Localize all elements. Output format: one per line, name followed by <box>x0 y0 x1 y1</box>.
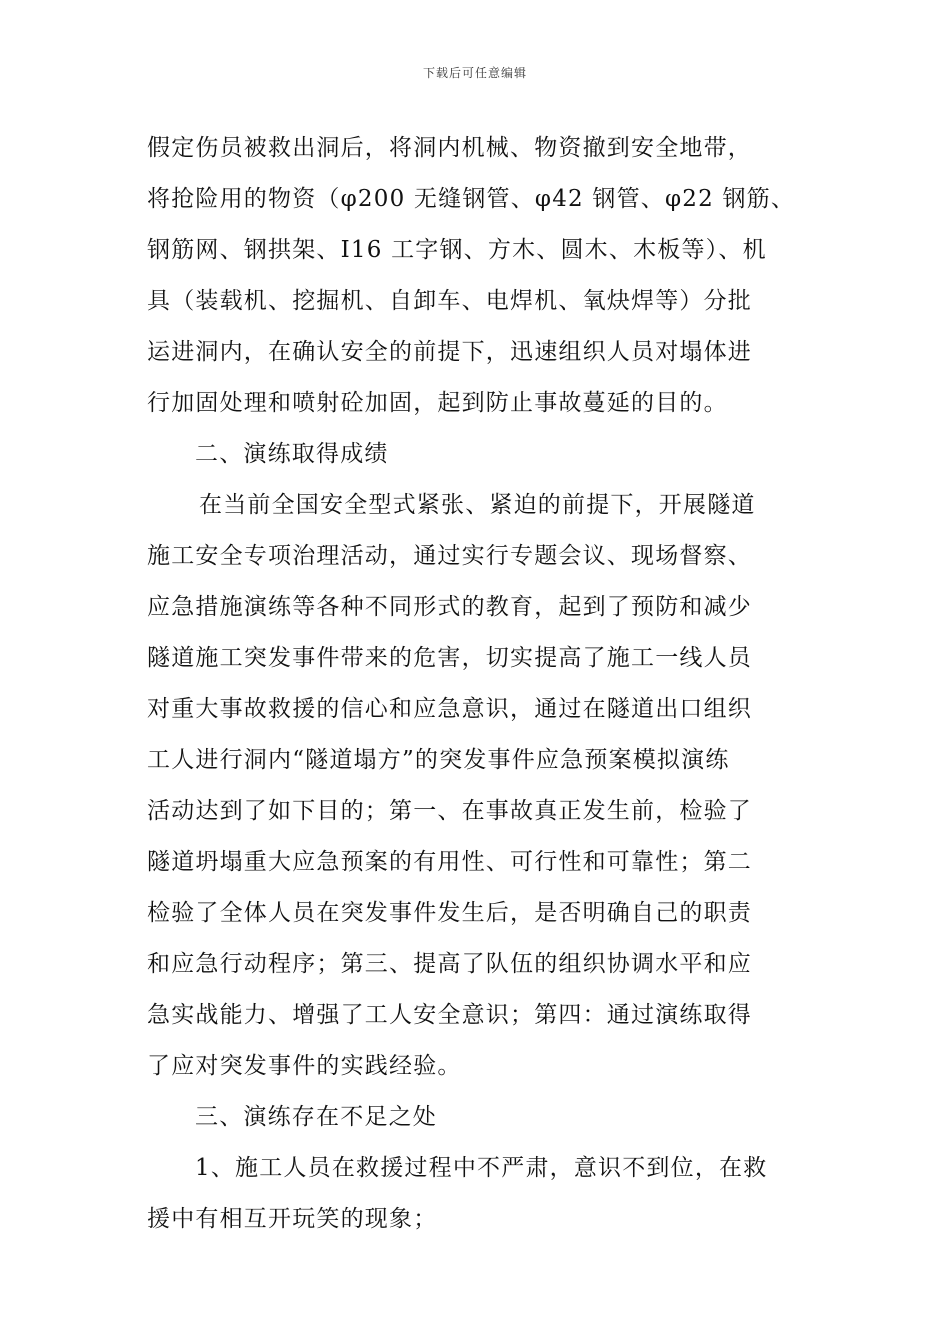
text-line: 了应对突发事件的实践经验。 <box>147 1053 462 1079</box>
document-body <box>147 123 827 1245</box>
text-line: 钢筋网、钢拱架、I16 工字钢、方木、圆木、木板等）、机 <box>147 237 767 263</box>
text-line: 援中有相互开玩笑的现象； <box>147 1206 438 1232</box>
text-line: 对重大事故救援的信心和应急意识，通过在隧道出口组织 <box>147 696 752 722</box>
text-line: 检验了全体人员在突发事件发生后，是否明确自己的职责 <box>147 900 752 926</box>
page-header: 下载后可任意编辑 <box>422 66 527 80</box>
text-line: 隧道坍塌重大应急预案的有用性、可行性和可靠性；第二 <box>147 849 752 875</box>
text-line: 将抢险用的物资（φ200 无缝钢管、φ42 钢管、φ22 钢筋、 <box>147 186 796 212</box>
text-line: 行加固处理和喷射砼加固，起到防止事故蔓延的目的。 <box>147 390 728 416</box>
text-line: 施工安全专项治理活动，通过实行专题会议、现场督察、 <box>147 543 752 569</box>
text-line: 活动达到了如下目的；第一、在事故真正发生前，检验了 <box>147 798 752 824</box>
text-line: 急实战能力、增强了工人安全意识；第四：通过演练取得 <box>147 1002 752 1028</box>
text-line: 具（装载机、挖掘机、自卸车、电焊机、氧炔焊等）分批 <box>147 288 752 314</box>
text-line: 工人进行洞内“隧道塌方”的突发事件应急预案模拟演练 <box>147 747 730 773</box>
section-heading: 二、演练取得成绩 <box>195 441 389 467</box>
text-line: 隧道施工突发事件带来的危害，切实提高了施工一线人员 <box>147 645 752 671</box>
text-line: 应急措施演练等各种不同形式的教育，起到了预防和减少 <box>147 594 752 620</box>
text-line: 在当前全国安全型式紧张、紧迫的前提下，开展隧道 <box>199 492 756 518</box>
section-heading: 三、演练存在不足之处 <box>195 1104 437 1130</box>
text-line: 和应急行动程序；第三、提高了队伍的组织协调水平和应 <box>147 951 752 977</box>
text-line: 1、施工人员在救援过程中不严肃，意识不到位，在救 <box>195 1155 768 1181</box>
text-line: 假定伤员被救出洞后，将洞内机械、物资撤到安全地带， <box>147 135 752 161</box>
text-line: 运进洞内，在确认安全的前提下，迅速组织人员对塌体进 <box>147 339 752 365</box>
